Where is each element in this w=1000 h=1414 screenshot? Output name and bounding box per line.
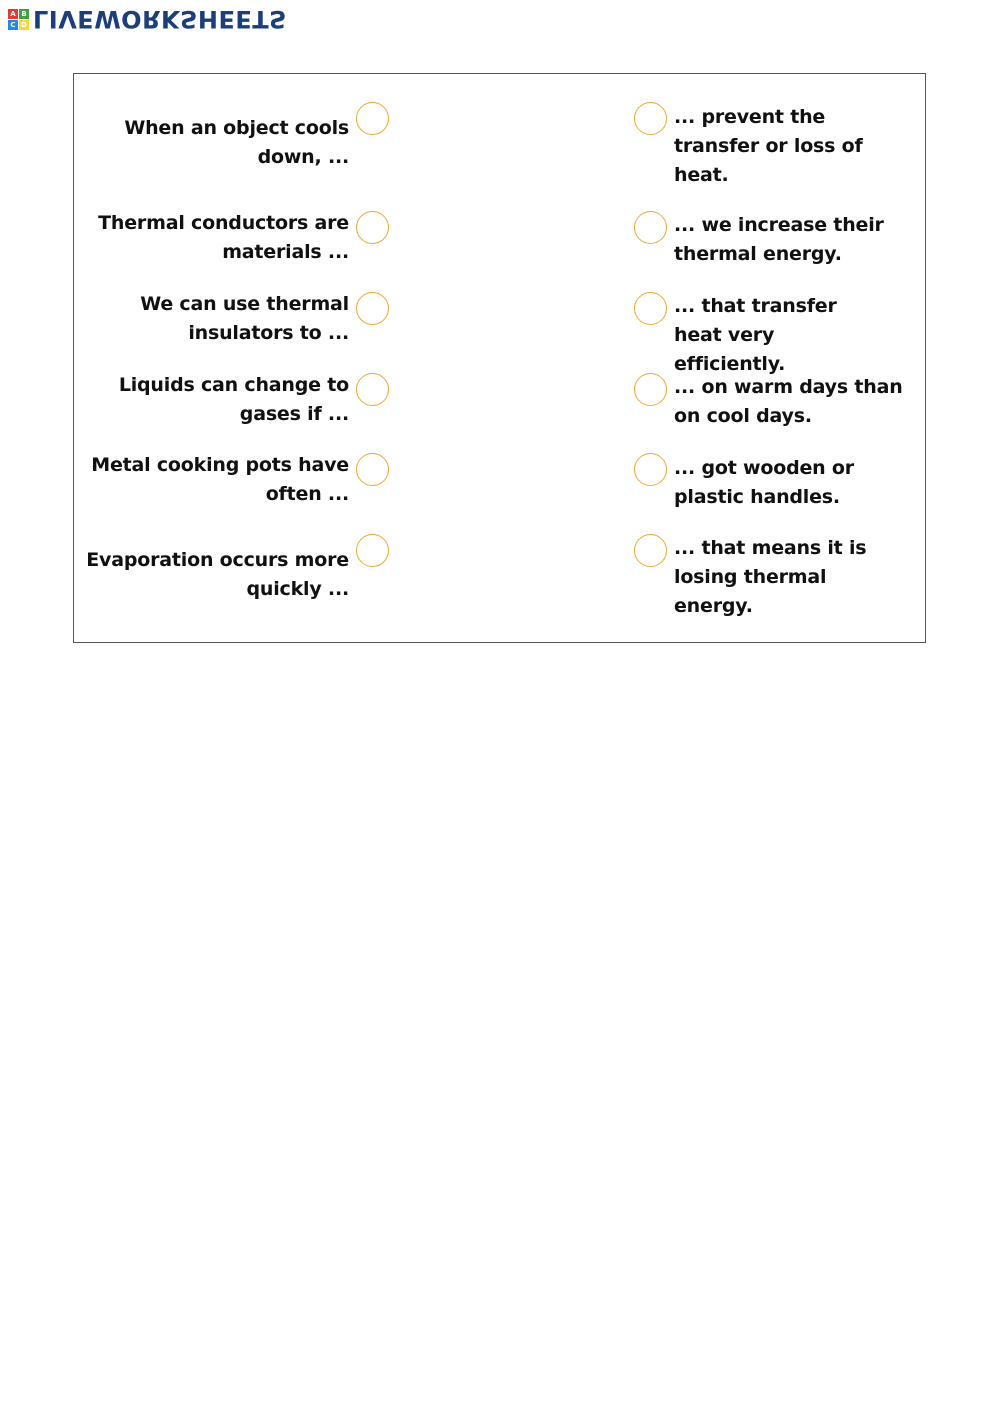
left-match-circle-3[interactable]	[356, 292, 389, 325]
logo-cube-a: A	[8, 9, 18, 19]
left-item-5: Metal cooking pots have often ...	[91, 454, 349, 505]
left-item-3: We can use thermal insulators to ...	[140, 293, 349, 344]
left-match-circle-2[interactable]	[356, 211, 389, 244]
right-item-5: ... got wooden or plastic handles.	[674, 457, 854, 508]
right-match-circle-6[interactable]	[634, 534, 667, 567]
logo-cube-d: D	[19, 20, 29, 30]
left-match-circle-6[interactable]	[356, 534, 389, 567]
right-item-2: ... we increase their thermal energy.	[674, 214, 884, 265]
logo-cube-b: B	[19, 9, 29, 19]
right-match-circle-5[interactable]	[634, 453, 667, 486]
left-match-circle-1[interactable]	[356, 102, 389, 135]
logo-cubes-icon	[8, 9, 29, 30]
left-item-2: Thermal conductors are materials ...	[98, 212, 349, 263]
right-item-3: ... that transfer heat very efficiently.	[674, 295, 837, 375]
right-item-4: ... on warm days than on cool days.	[674, 376, 903, 427]
left-item-1: When an object cools down, ...	[124, 117, 349, 168]
left-item-4: Liquids can change to gases if ...	[118, 374, 349, 425]
right-match-circle-1[interactable]	[634, 102, 667, 135]
liveworksheets-logo	[8, 4, 287, 34]
logo-text: LIVEWORKSHEETS	[33, 5, 287, 33]
right-match-circle-4[interactable]	[634, 373, 667, 406]
right-match-circle-2[interactable]	[634, 211, 667, 244]
right-match-circle-3[interactable]	[634, 292, 667, 325]
right-item-1: ... prevent the transfer or loss of heat.	[674, 106, 863, 186]
left-match-circle-4[interactable]	[356, 373, 389, 406]
left-match-circle-5[interactable]	[356, 453, 389, 486]
logo-cube-c: C	[8, 20, 18, 30]
right-item-6: ... that means it is losing thermal energy.	[674, 537, 867, 617]
left-item-6: Evaporation occurs more quickly ...	[86, 549, 349, 600]
matching-worksheet	[73, 73, 926, 643]
